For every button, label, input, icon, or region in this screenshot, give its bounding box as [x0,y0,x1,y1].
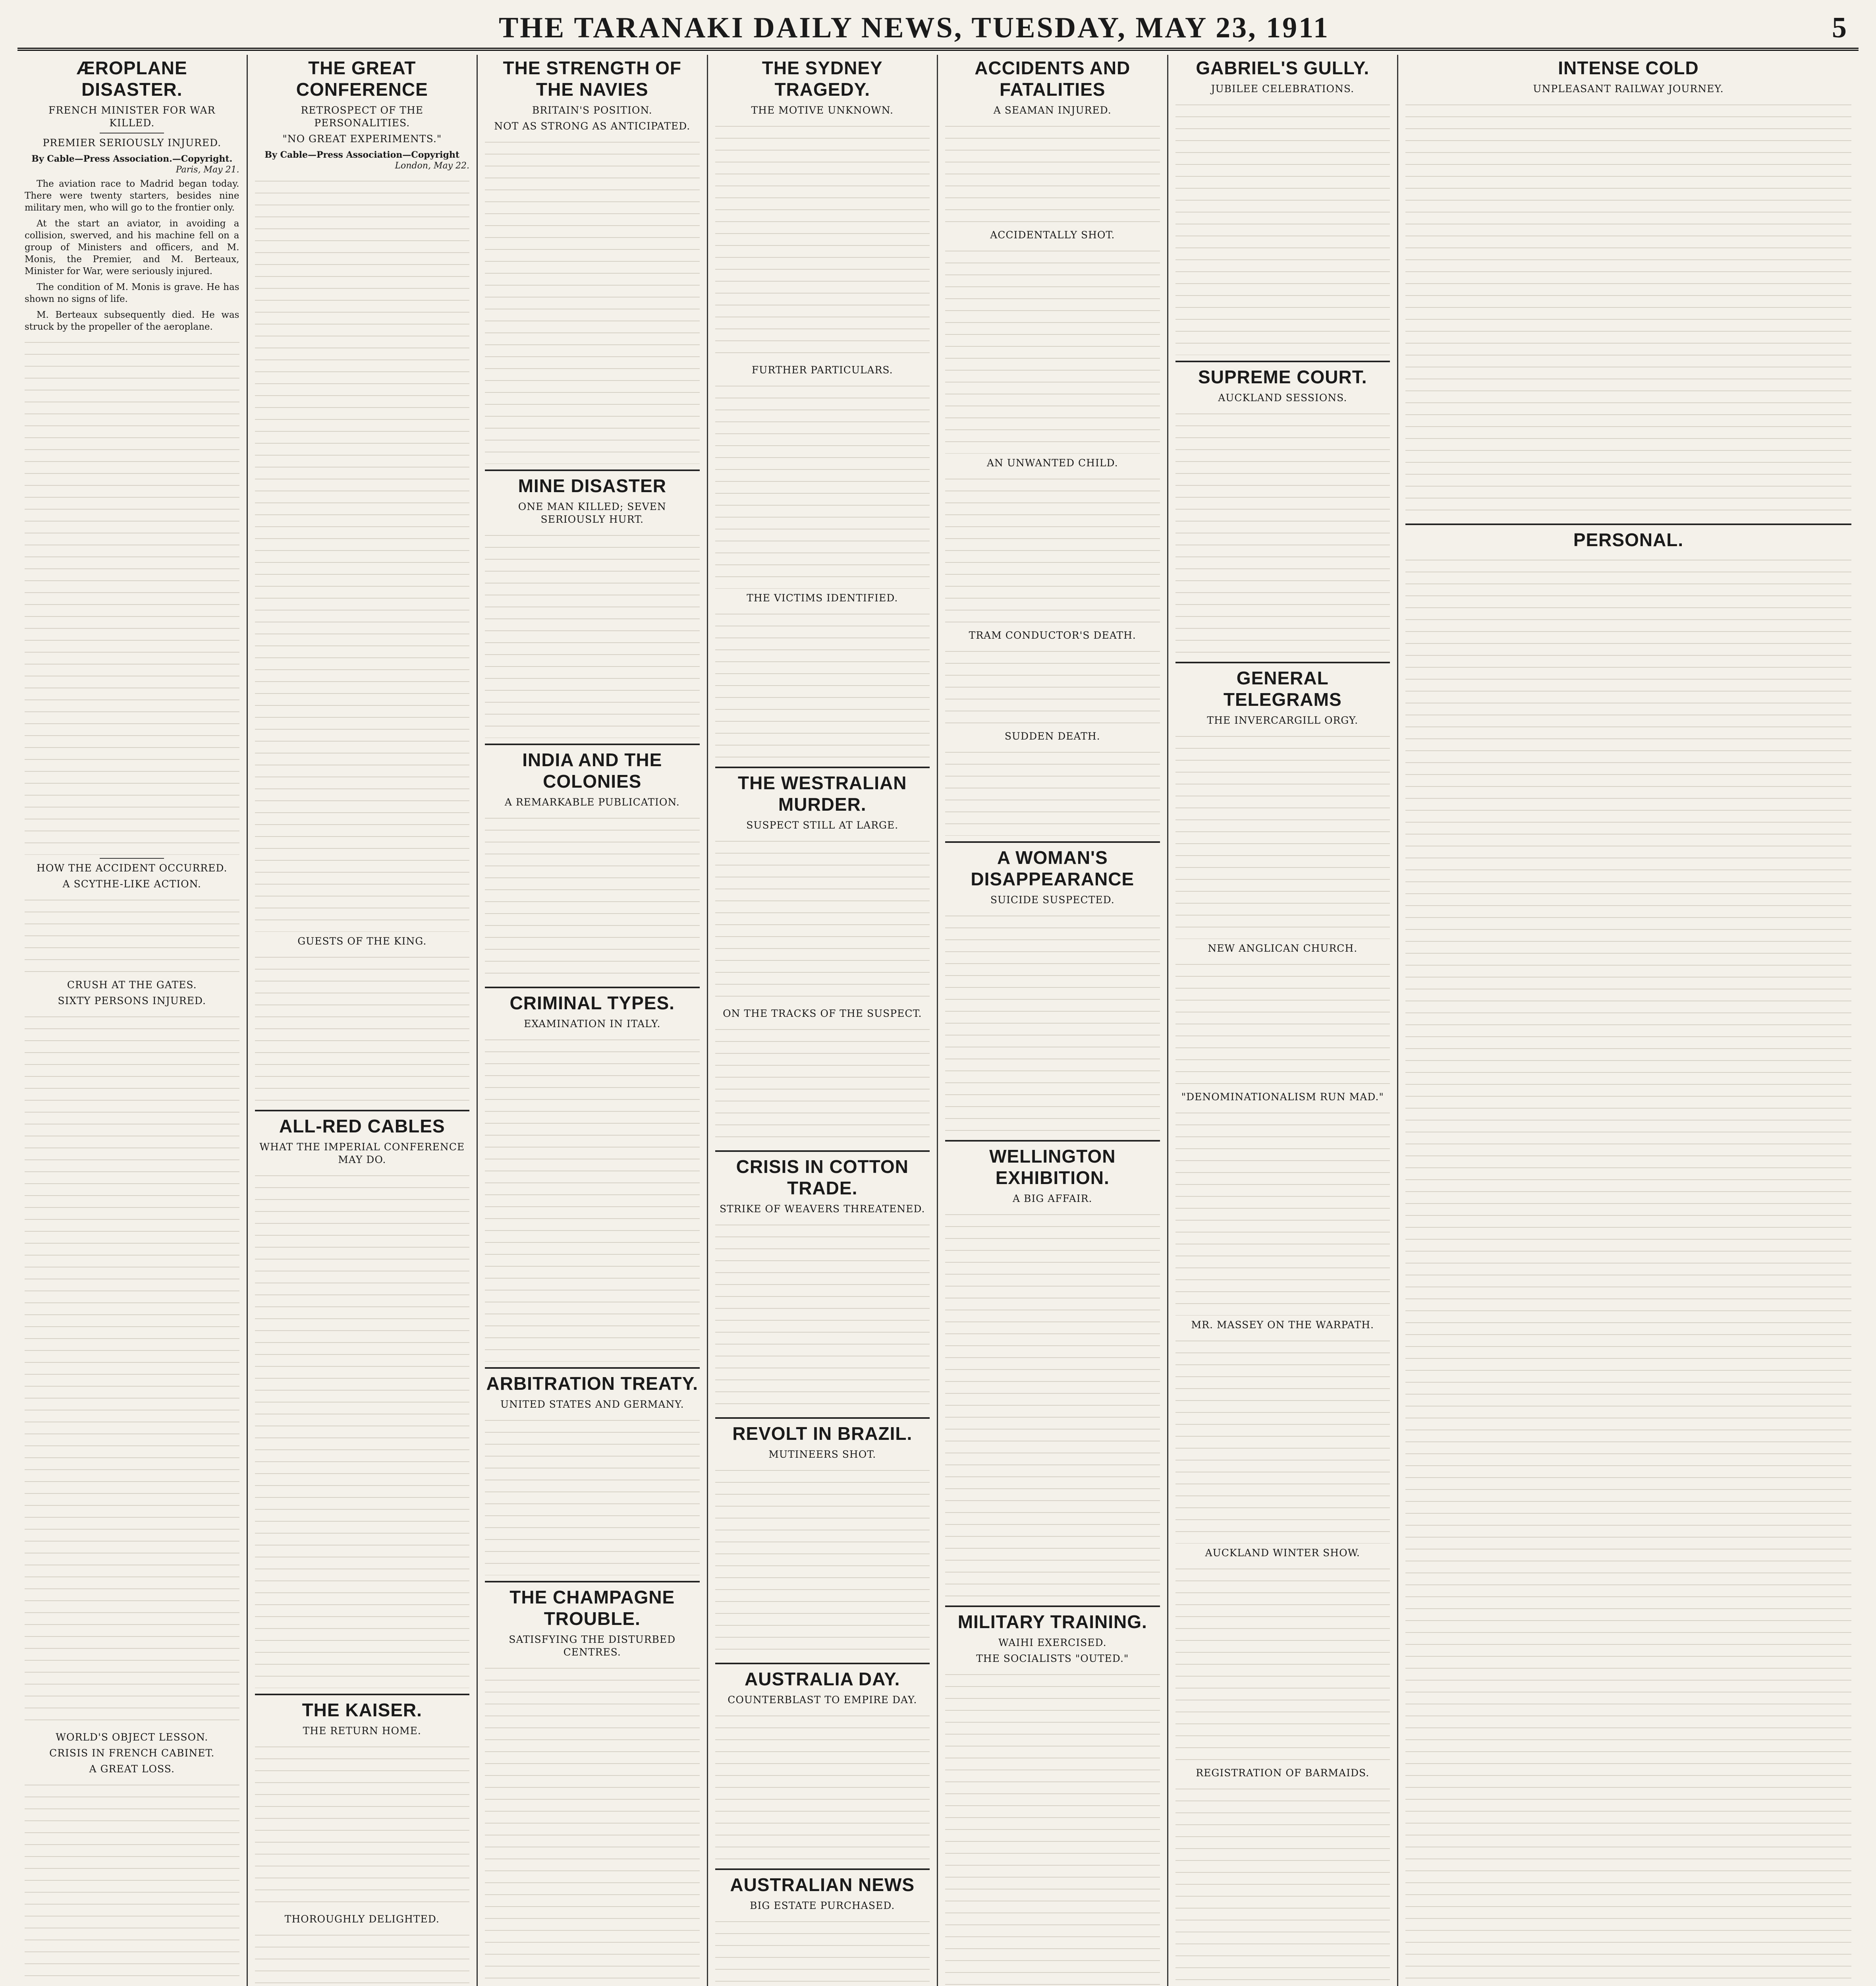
article-text-block [945,475,1160,626]
subhead: SATISFYING THE DISTURBED CENTRES. [509,1634,676,1658]
subhead: STRIKE OF WEAVERS THREATENED. [719,1203,925,1215]
subhead: MR. MASSEY ON THE WARPATH. [1191,1319,1374,1331]
dateline: Paris, May 21. [176,165,239,175]
headline-revolt-brazil: REVOLT IN BRAZIL. [715,1417,930,1444]
article-text-block [715,1026,930,1145]
column-7 [1398,55,1859,1986]
article-text-block [25,1781,239,1986]
subhead: CRUSH AT THE GATES. [67,979,197,991]
article-paragraph: M. Berteaux subsequently died. He was struck by the propeller of the aeroplane. [25,310,239,332]
subhead: AUCKLAND WINTER SHOW. [1205,1547,1360,1559]
headline-strength-navies: THE STRENGTH OF THE NAVIES [503,58,681,100]
subhead: THE INVERCARGILL ORGY. [1207,715,1359,726]
divider [100,858,164,859]
subhead: THE MOTIVE UNKNOWN. [751,104,894,116]
article-text-block [945,1211,1160,1600]
article-text-block [945,247,1160,454]
headline-great-conference: THE GREAT CONFERENCE [296,58,428,100]
headline-australian-news: AUSTRALIAN NEWS [715,1868,930,1895]
subhead: MUTINEERS SHOT. [768,1449,876,1460]
subhead: BRITAIN'S POSITION. [532,104,652,116]
subhead: NEW ANGLICAN CHURCH. [1208,943,1358,954]
subhead: SUICIDE SUSPECTED. [990,894,1115,906]
subhead: ONE MAN KILLED; SEVEN SERIOUSLY HURT. [518,501,666,525]
article-text-block [715,1918,930,1986]
headline-sydney-tragedy: THE SYDNEY TRAGEDY. [762,58,883,100]
article-text-block [255,177,470,932]
subhead: THE SOCIALISTS "OUTED." [976,1653,1129,1664]
headline-india-colonies: INDIA AND THE COLONIES [485,744,700,792]
subhead: NOT AS STRONG AS ANTICIPATED. [494,120,691,132]
headline-criminal-types: CRIMINAL TYPES. [485,987,700,1014]
article-text-block [485,1036,700,1362]
subhead: "NO GREAT EXPERIMENTS." [282,133,442,145]
article-text-block [715,610,930,761]
subhead: ACCIDENTALLY SHOT. [990,229,1115,241]
headline-personal: PERSONAL. [1405,524,1851,551]
headline-arbitration-treaty: ARBITRATION TREATY. [485,1367,700,1394]
headline-aeroplane-disaster: ÆROPLANE DISASTER. [76,58,187,100]
headline-all-red-cables: ALL-RED CABLES [255,1110,470,1137]
column-3 [478,55,708,1986]
subhead: SIXTY PERSONS INJURED. [58,995,206,1007]
article-text-block [25,1013,239,1728]
article-text-block [25,896,239,976]
page-number: 5 [1832,11,1847,44]
headline-gabriels-gully: GABRIEL'S GULLY. [1196,58,1370,78]
article-text-block [945,912,1160,1134]
article-text-block [945,647,1160,727]
headline-champagne-trouble: THE CHAMPAGNE TROUBLE. [485,1581,700,1629]
headline-mine-disaster: MINE DISASTER [485,469,700,496]
masthead [17,8,1859,51]
headline-the-kaiser: THE KAISER. [255,1694,470,1721]
headline-general-telegrams: GENERAL TELEGRAMS [1175,662,1390,710]
article-text-block [1175,1337,1390,1544]
subhead: JUBILEE CELEBRATIONS. [1211,83,1355,95]
headline-military-training: MILITARY TRAINING. [945,1605,1160,1632]
subhead: A SCYTHE-LIKE ACTION. [62,878,201,890]
article-text-block [945,1671,1160,1986]
columns [17,55,1859,1986]
dateline: London, May 22. [395,161,469,171]
headline-intense-cold: INTENSE COLD [1558,58,1699,78]
article-text-block [715,837,930,1004]
headline-womans-disappearance: A WOMAN'S DISAPPEARANCE [945,841,1160,890]
headline-accidents-fatalities: ACCIDENTS AND FATALITIES [975,58,1131,100]
subhead: AN UNWANTED CHILD. [986,457,1118,469]
article-text-block [1175,1109,1390,1316]
subhead: EXAMINATION IN ITALY. [524,1018,661,1030]
column-2 [248,55,478,1986]
subhead: ON THE TRACKS OF THE SUSPECT. [723,1008,922,1019]
article-text-block [715,122,930,361]
article-text-block [1175,732,1390,939]
article-text-block [485,814,700,981]
subhead: PREMIER SERIOUSLY INJURED. [42,137,222,149]
byline: By Cable—Press Association.—Copyright. [31,154,233,164]
subhead: CRISIS IN FRENCH CABINET. [49,1747,215,1759]
article-text-block [715,1221,930,1412]
article-text-block [1405,101,1851,518]
column-1 [17,55,248,1986]
article-text-block [945,748,1160,836]
article-text-block [1175,1785,1390,1986]
column-5 [938,55,1168,1986]
article-text-block [715,1466,930,1657]
article-text-block [485,1416,700,1575]
headline-australia-day: AUSTRALIA DAY. [715,1663,930,1690]
headline-supreme-court: SUPREME COURT. [1175,361,1390,388]
subhead: AUCKLAND SESSIONS. [1218,392,1347,404]
article-text-block [1175,101,1390,355]
headline-crisis-cotton: CRISIS IN COTTON TRADE. [715,1150,930,1199]
subhead: UNITED STATES AND GERMANY. [500,1399,684,1410]
subhead: SUSPECT STILL AT LARGE. [746,819,899,831]
subhead: RETROSPECT OF THE PERSONALITIES. [301,104,424,129]
subhead: UNPLEASANT RAILWAY JOURNEY. [1533,83,1724,95]
headline-westralian-murder: THE WESTRALIAN MURDER. [715,767,930,815]
subhead: WORLD'S OBJECT LESSON. [56,1731,208,1743]
subhead: COUNTERBLAST TO EMPIRE DAY. [728,1694,917,1706]
headline-wellington-exhibition: WELLINGTON EXHIBITION. [945,1140,1160,1188]
subhead: THE VICTIMS IDENTIFIED. [747,592,898,604]
article-text-block [1405,556,1851,1986]
subhead: GUESTS OF THE KING. [297,935,427,947]
article-text-block [1175,1565,1390,1764]
article-text-block [485,531,700,738]
subhead: THE RETURN HOME. [303,1725,421,1737]
article-text-block [25,338,239,855]
subhead: BIG ESTATE PURCHASED. [750,1900,895,1911]
subhead: WAIHI EXERCISED. [998,1637,1107,1648]
article-text-block [1175,410,1390,656]
subhead: TRAM CONDUCTOR'S DEATH. [969,630,1136,641]
subhead: THOROUGHLY DELIGHTED. [284,1913,440,1925]
column-4 [708,55,938,1986]
subhead: FRENCH MINISTER FOR WAR KILLED. [48,104,216,129]
subhead: A SEAMAN INJURED. [993,104,1112,116]
masthead-title: THE TARANAKI DAILY NEWS, TUESDAY, MAY 23, 1911 [498,11,1330,44]
article-text-block [715,382,930,589]
subhead: REGISTRATION OF BARMAIDS. [1196,1767,1370,1779]
column-6 [1168,55,1399,1986]
subhead: "DENOMINATIONALISM RUN MAD." [1181,1091,1384,1103]
article-text-block [255,1172,470,1688]
article-text-block [255,953,470,1104]
article-text-block [485,138,700,464]
article-text-block [485,1664,700,1986]
article-text-block [1175,960,1390,1088]
article-text-block [945,122,1160,226]
byline: By Cable—Press Association—Copyright [264,150,460,160]
article-text-block [715,1712,930,1863]
subhead: A BIG AFFAIR. [1013,1193,1092,1204]
article-paragraph: The condition of M. Monis is grave. He has shown no signs of life. [25,282,239,304]
subhead: WHAT THE IMPERIAL CONFERENCE MAY DO. [259,1141,465,1165]
subhead: HOW THE ACCIDENT OCCURRED. [37,862,228,874]
subhead: A REMARKABLE PUBLICATION. [504,796,680,808]
subhead: A GREAT LOSS. [89,1763,175,1775]
article-paragraph: The aviation race to Madrid began today. There were twenty starters, besides nine military men, who will go to the frontier only. [25,179,239,213]
subhead: SUDDEN DEATH. [1004,730,1100,742]
subhead: FURTHER PARTICULARS. [751,364,893,376]
article-paragraph: At the start an aviator, in avoiding a collision, swerved, and his machine fell on a group of Ministers and officers, and M. Monis, the Premier, and M. Berteaux, Minister for War, were seriously injured. [25,218,239,276]
article-text-block [255,1743,470,1910]
article-text-block [255,1931,470,1986]
